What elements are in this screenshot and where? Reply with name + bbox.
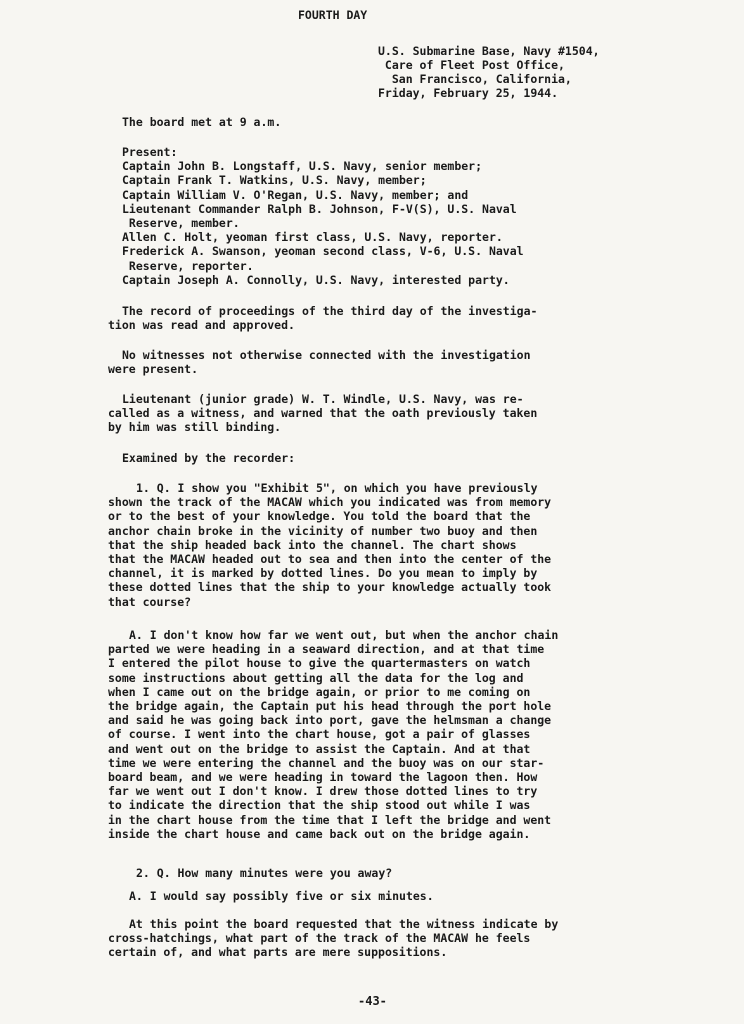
present-line: Frederick A. Swanson, yeoman second class, V-6, U.S. Naval [122, 244, 524, 259]
paragraph-line: tion was read and approved. [108, 318, 295, 333]
paragraph-line: by him was still binding. [108, 420, 282, 435]
paragraph-line: and said he was going back into port, gave the helmsman a change [108, 713, 552, 728]
paragraph-line: At this point the board requested that the witness indicate by [129, 917, 559, 931]
answer-1 [108, 628, 558, 841]
paragraph-line: 1. Q. I show you "Exhibit 5", on which you have previously [136, 481, 538, 495]
present-line: Captain Frank T. Watkins, U.S. Navy, member; [122, 173, 427, 188]
paragraph-line: board beam, and we were heading in toward the lagoon then. How [108, 770, 538, 785]
paragraph-line: when I came out on the bridge again, or prior to me coming on [108, 684, 531, 699]
address-date-block [378, 44, 600, 100]
paragraph-line: parted we were heading in a seaward direction, and at that time [108, 642, 545, 657]
question-1 [108, 481, 551, 609]
paragraph-line: I entered the pilot house to give the quartermasters on watch [108, 656, 531, 671]
answer-2: A. I would say possibly five or six minutes. [129, 889, 434, 903]
question-2: 2. Q. How many minutes were you away? [136, 866, 393, 880]
paragraph-line: The record of proceedings of the third day of the investiga- [122, 304, 538, 318]
paragraph-line: these dotted lines that the ship to your knowledge actually took [108, 580, 552, 595]
paragraph-line: Lieutenant (junior grade) W. T. Windle, U.S. Navy, was re- [122, 392, 524, 406]
paragraph-line: some instructions about getting all the data for the log and [108, 670, 524, 685]
date-line: Friday, February 25, 1944. [378, 86, 559, 100]
present-line: Allen C. Holt, yeoman first class, U.S. Navy, reporter. [122, 230, 503, 245]
closing-paragraph [108, 917, 558, 960]
present-line: Reserve, member. [122, 216, 240, 231]
witness-recalled-paragraph [108, 392, 537, 435]
paragraph-line: shown the track of the MACAW which you indicated was from memory [108, 495, 552, 510]
paragraph-line: certain of, and what parts are mere suppositions. [108, 945, 448, 960]
paragraph-line: No witnesses not otherwise connected with the investigation [122, 348, 531, 362]
paragraph-line: far we went out I don't know. I drew those dotted lines to try [108, 784, 538, 799]
address-line-2: Care of Fleet Post Office, [378, 58, 565, 72]
paragraph-line: A. I don't know how far we went out, but when the anchor chain [129, 628, 559, 642]
paragraph-line: cross-hatchings, what part of the track of the MACAW he feels [108, 931, 531, 946]
paragraph-line: anchor chain broke in the vicinity of number two buoy and then [108, 523, 538, 538]
witnesses-paragraph [108, 348, 531, 376]
paragraph-line: the bridge again, the Captain put his head through the port hole [108, 699, 552, 714]
paragraph-line: to indicate the direction that the ship stood out while I was [108, 798, 531, 813]
paragraph-line: time we were entering the channel and the buoy was on our star- [108, 755, 545, 770]
paragraph-line: that the ship headed back into the channel. The chart shows [108, 537, 517, 552]
present-line: Captain Joseph A. Connolly, U.S. Navy, interested party. [122, 272, 510, 287]
paragraph-line: of course. I went into the chart house, got a pair of glasses [108, 727, 531, 742]
present-section [122, 145, 524, 287]
present-line: Lieutenant Commander Ralph B. Johnson, F-V(S), U.S. Naval [122, 201, 517, 216]
address-line-3: San Francisco, California, [378, 72, 572, 86]
record-paragraph [108, 304, 537, 332]
paragraph-line: or to the best of your knowledge. You told the board that the [108, 509, 531, 524]
day-heading: FOURTH DAY [298, 8, 368, 22]
present-line: Captain William V. O'Regan, U.S. Navy, member; and [122, 187, 469, 202]
board-met-line: The board met at 9 a.m. [122, 115, 282, 129]
paragraph-line: and went out on the bridge to assist the Captain. And at that [108, 741, 531, 756]
paragraph-line: channel, it is marked by dotted lines. Do you mean to imply by [108, 566, 538, 581]
paragraph-line: were present. [108, 362, 199, 377]
examined-line: Examined by the recorder: [122, 451, 296, 465]
paragraph-line: in the chart house from the time that I left the bridge and went [108, 812, 552, 827]
present-label: Present: [122, 145, 178, 159]
present-line: Reserve, reporter. [122, 258, 254, 273]
page-number: -43- [358, 994, 387, 1008]
paragraph-line: that course? [108, 594, 192, 609]
paragraph-line: called as a witness, and warned that the oath previously taken [108, 406, 538, 421]
present-line: Captain John B. Longstaff, U.S. Navy, senior member; [122, 159, 483, 174]
paragraph-line: inside the chart house and came back out on the bridge again. [108, 826, 531, 841]
paragraph-line: that the MACAW headed out to sea and then into the center of the [108, 552, 552, 567]
address-line-1: U.S. Submarine Base, Navy #1504, [378, 44, 600, 58]
